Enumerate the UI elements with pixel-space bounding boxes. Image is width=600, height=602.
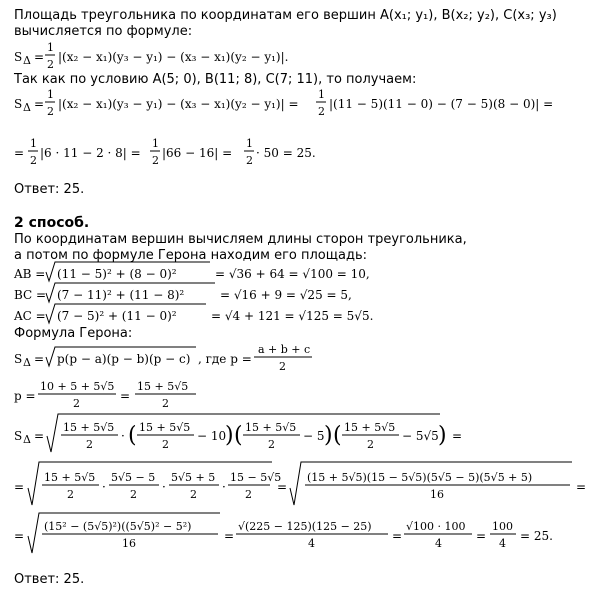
half-num: 1	[30, 137, 37, 150]
area-symbol: S	[14, 429, 23, 443]
heron-radicand: p(p − a)(p − b)(p − c)	[57, 352, 191, 366]
eq-sign: =	[120, 389, 131, 403]
calc-line-1a: |(x₂ − x₁)(y₃ − y₁) − (x₃ − x₁)(y₂ − y₁)| =	[58, 97, 299, 111]
calc-line-1b: |(11 − 5)(11 − 0) − (7 − 5)(8 − 0)| =	[329, 97, 554, 111]
area-eq: =	[34, 97, 45, 111]
p-frac2-num: 15 + 5√5	[137, 380, 189, 393]
line3-num3: √100 · 100	[406, 520, 466, 533]
area-eq: =	[34, 352, 45, 366]
method2-heading: 2 способ.	[14, 215, 90, 231]
paren: (	[234, 423, 243, 448]
area-sub: Δ	[23, 356, 31, 369]
line3-num4: 100	[492, 520, 513, 533]
eq-sign: =	[14, 529, 25, 543]
bc-rest: = √16 + 9 = √25 = 5,	[220, 288, 352, 302]
ab-rest: = √36 + 64 = √100 = 10,	[215, 267, 370, 281]
half-num: 1	[47, 41, 54, 54]
bc-radicand: (7 − 11)² + (11 − 8)²	[57, 288, 185, 302]
ab-label: AB =	[14, 267, 46, 281]
paren: (	[333, 423, 342, 448]
calc-eq: =	[14, 146, 25, 160]
eq-sign: =	[14, 480, 25, 494]
p-frac1-den: 2	[73, 397, 80, 410]
line3-den2: 4	[308, 537, 315, 550]
line3-result: = 25.	[520, 529, 553, 543]
paren: )	[225, 423, 234, 448]
area-eq: =	[34, 50, 45, 64]
dot: ·	[121, 429, 125, 443]
term-minus5: − 5	[303, 429, 325, 443]
line2-frac4-num: 15 − 5√5	[230, 471, 282, 484]
half-den: 2	[30, 154, 37, 167]
dot: ·	[162, 480, 166, 494]
s-frac-den: 2	[86, 438, 93, 451]
line3-den1: 16	[122, 537, 136, 550]
area-sub: Δ	[23, 101, 31, 114]
half-den: 2	[246, 154, 253, 167]
s-frac-den: 2	[268, 438, 275, 451]
line3-num2: √(225 − 125)(125 − 25)	[238, 520, 372, 533]
line2-big-num: (15 + 5√5)(15 − 5√5)(5√5 − 5)(5√5 + 5)	[307, 471, 533, 484]
line3-num1: (15² − (5√5)²)((5√5)² − 5²)	[44, 520, 192, 533]
line2-den: 2	[67, 488, 74, 501]
dot: ·	[102, 480, 106, 494]
s-frac-num: 15 + 5√5	[139, 421, 191, 434]
half-num: 1	[246, 137, 253, 150]
half-num: 1	[152, 137, 159, 150]
line2-den: 2	[245, 488, 252, 501]
eq-sign: =	[452, 429, 463, 443]
s-frac-num: 15 + 5√5	[63, 421, 115, 434]
heron-title: Формула Герона:	[14, 326, 133, 341]
p-label: p =	[14, 389, 36, 403]
answer-1: Ответ: 25.	[14, 182, 85, 197]
term-minus10: − 10	[197, 429, 227, 443]
line2-frac2-num: 5√5 − 5	[111, 471, 156, 484]
s-frac-den: 2	[162, 438, 169, 451]
line2-frac3-num: 5√5 + 5	[171, 471, 216, 484]
line2-den: 2	[190, 488, 197, 501]
half-num: 1	[318, 88, 325, 101]
eq-sign: =	[476, 529, 487, 543]
half-den: 2	[152, 154, 159, 167]
p-frac2-den: 2	[162, 397, 169, 410]
eq-sign: =	[277, 480, 288, 494]
half-num: 1	[47, 88, 54, 101]
heron-p-den: 2	[279, 360, 286, 373]
answer-2: Ответ: 25.	[14, 572, 85, 587]
half-den: 2	[47, 105, 54, 118]
s-frac-num: 15 + 5√5	[245, 421, 297, 434]
half-den: 2	[318, 105, 325, 118]
heron-where: , где p =	[198, 352, 252, 366]
method2-intro-2: а потом по формуле Герона находим его площадь:	[14, 248, 367, 263]
area-symbol: S	[14, 50, 23, 64]
dot: ·	[222, 480, 226, 494]
paren: )	[324, 423, 333, 448]
paren: (	[128, 423, 137, 448]
ac-rest: = √4 + 121 = √125 = 5√5.	[211, 309, 374, 323]
area-eq: =	[34, 429, 45, 443]
bc-label: BC =	[14, 288, 47, 302]
area-formula-rhs: |(x₂ − x₁)(y₃ − y₁) − (x₃ − x₁)(y₂ − y₁)|.	[58, 50, 289, 64]
intro-line-2: вычисляется по формуле:	[14, 24, 193, 39]
line3-den4: 4	[499, 537, 506, 550]
heron-p-num: a + b + c	[258, 343, 311, 356]
area-sub: Δ	[23, 433, 31, 446]
eq-sign: =	[392, 529, 403, 543]
line2-frac1-num: 15 + 5√5	[44, 471, 96, 484]
calc-line-2b: |66 − 16| =	[162, 146, 233, 160]
s-frac-den: 2	[367, 438, 374, 451]
calc-line-2a: |6 · 11 − 2 · 8| =	[40, 146, 141, 160]
area-sub: Δ	[23, 54, 31, 67]
ac-label: AC =	[14, 309, 46, 323]
half-den: 2	[47, 58, 54, 71]
area-symbol: S	[14, 352, 23, 366]
eq-sign: =	[224, 529, 235, 543]
calc-line-2c: · 50 = 25.	[256, 146, 316, 160]
paren: )	[438, 423, 447, 448]
s-frac-num: 15 + 5√5	[344, 421, 396, 434]
p-frac1-num: 10 + 5 + 5√5	[40, 380, 115, 393]
eq-sign: =	[576, 480, 587, 494]
method2-intro-1: По координатам вершин вычисляем длины сторон треугольника,	[14, 232, 467, 247]
ab-radicand: (11 − 5)² + (8 − 0)²	[57, 267, 177, 281]
line2-den: 2	[130, 488, 137, 501]
term-minus5sqrt5: − 5√5	[402, 429, 439, 443]
line2-big-den: 16	[430, 488, 444, 501]
ac-radicand: (7 − 5)² + (11 − 0)²	[57, 309, 177, 323]
condition-line: Так как по условию A(5; 0), B(11; 8), C(7; 11), то получаем:	[14, 72, 417, 87]
area-symbol: S	[14, 97, 23, 111]
line3-den3: 4	[435, 537, 442, 550]
intro-line-1: Площадь треугольника по координатам его вершин A(x₁; y₁), B(x₂; y₂), C(x₃; y₃)	[14, 8, 557, 23]
